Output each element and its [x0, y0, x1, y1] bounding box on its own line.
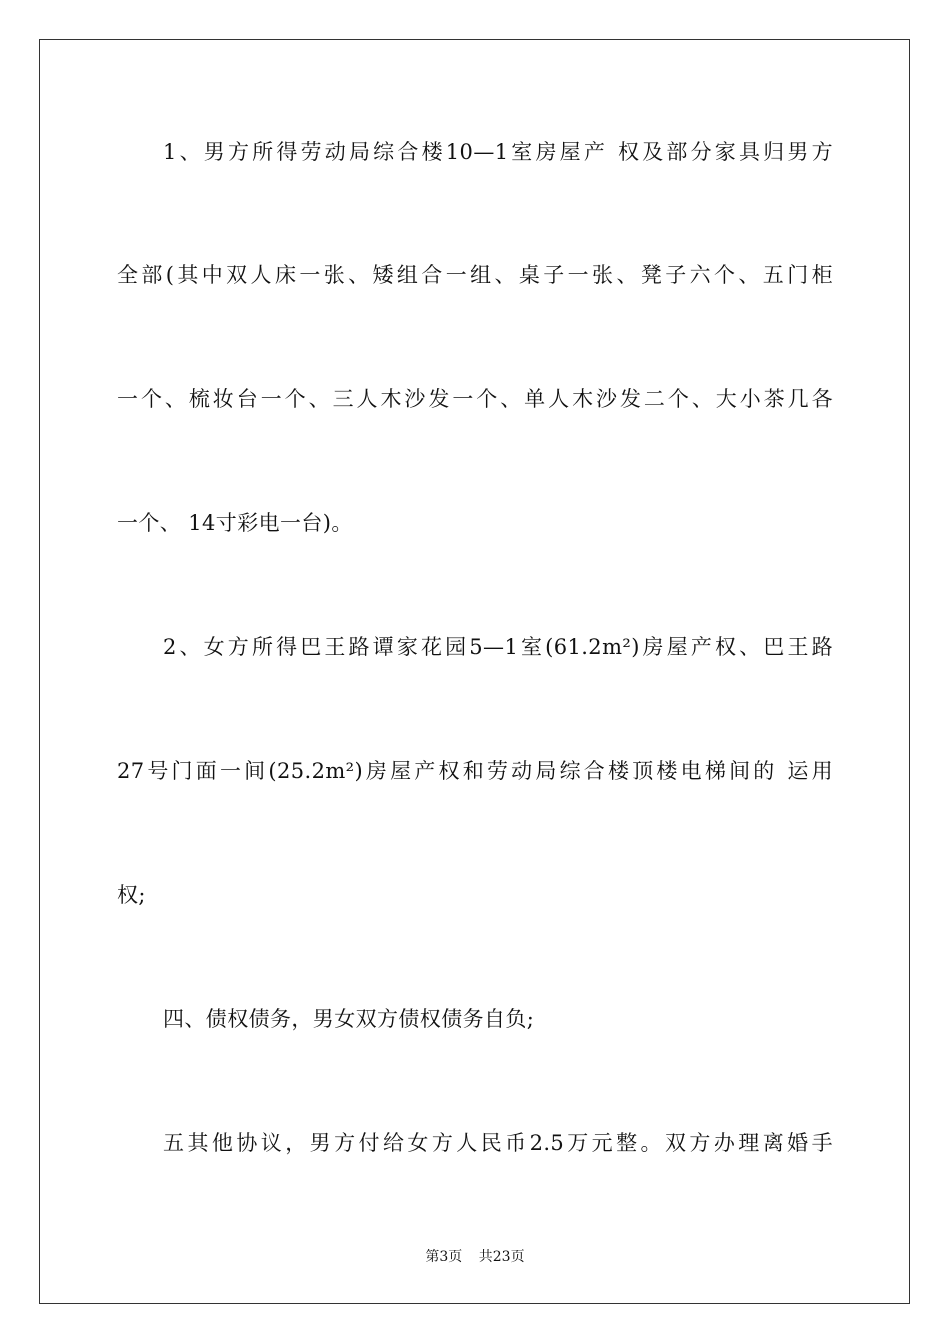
page-number: 第3页	[425, 1249, 463, 1265]
paragraph-line-5: 2、女方所得巴王路谭家花园5—1室(61.2m²)房屋产权、巴王路	[163, 635, 833, 659]
paragraph-line-9: 五其他协议，男方付给女方人民币2.5万元整。双方办理离婚手	[163, 1131, 833, 1155]
page-footer	[0, 1247, 950, 1267]
page-total: 共23页	[478, 1249, 525, 1265]
paragraph-line-8: 四、债权债务，男女双方债权债务自负;	[163, 1007, 535, 1031]
paragraph-line-2: 全部(其中双人床一张、矮组合一组、桌子一张、凳子六个、五门柜	[117, 263, 833, 287]
paragraph-line-3: 一个、梳妆台一个、三人木沙发一个、单人木沙发二个、大小茶几各	[117, 387, 833, 411]
page-frame	[39, 39, 910, 1304]
paragraph-line-7: 权;	[117, 883, 146, 907]
paragraph-line-4: 一个、 14寸彩电一台)。	[117, 511, 353, 535]
paragraph-line-1: 1、男方所得劳动局综合楼10—1室房屋产 权及部分家具归男方	[163, 140, 833, 164]
paragraph-line-6: 27号门面一间(25.2m²)房屋产权和劳动局综合楼顶楼电梯间的 运用	[117, 759, 833, 783]
